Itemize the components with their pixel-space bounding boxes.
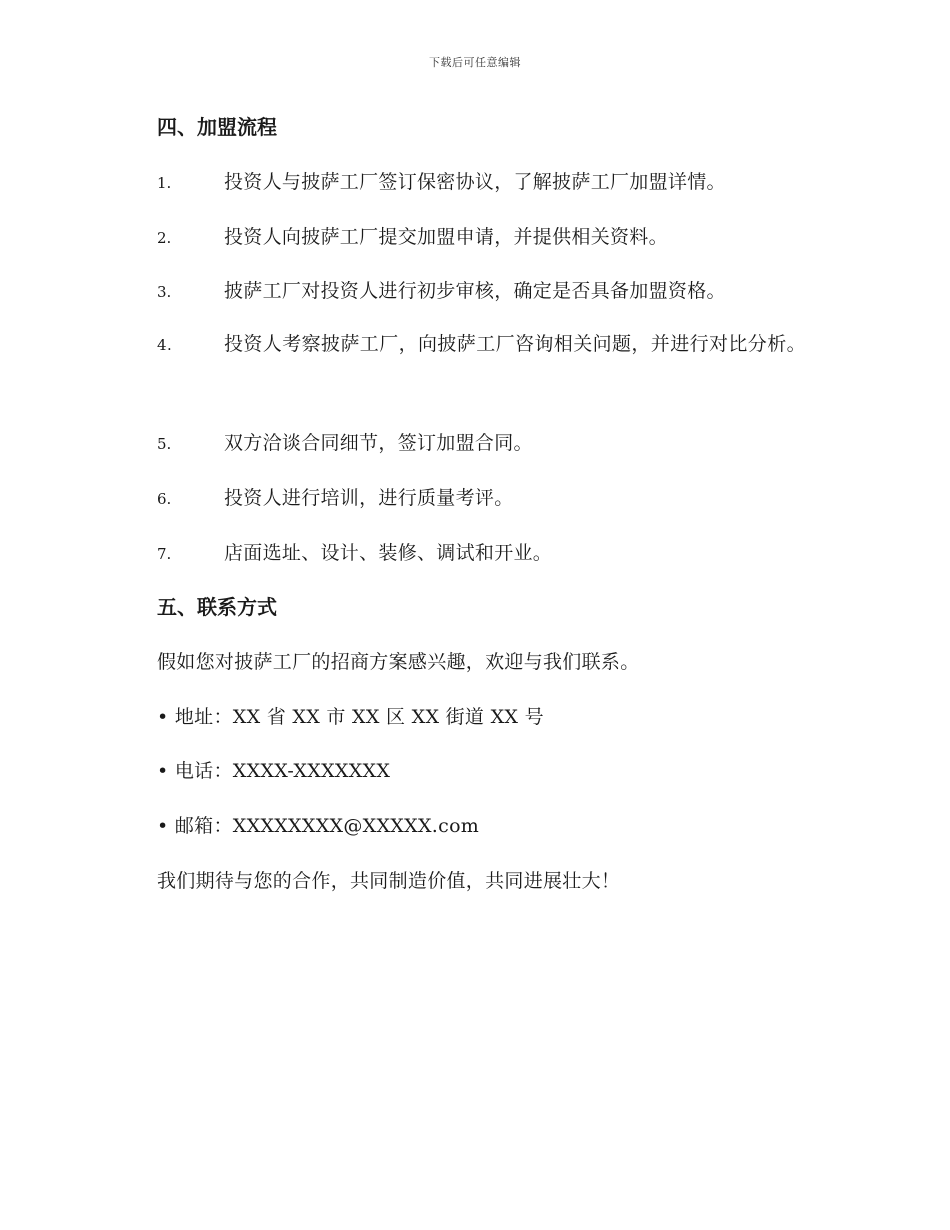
list-item-number: 4. (157, 336, 173, 354)
list-item-number: 7. (157, 545, 172, 563)
list-item-number: 2. (157, 229, 172, 247)
page-header: 下载后可任意编辑 (429, 56, 521, 69)
list-item-text: 投资人考察披萨工厂，向披萨工厂咨询相关问题，并进行对比分析。 (224, 333, 807, 355)
list-item (157, 277, 837, 306)
section-heading-process: 四、加盟流程 (157, 115, 277, 139)
list-item (157, 539, 837, 568)
section-heading-contact: 五、联系方式 (157, 595, 277, 619)
list-item (113, 322, 835, 368)
list-item (157, 429, 837, 458)
list-item (157, 223, 837, 252)
list-item-text: 投资人与披萨工厂签订保密协议，了解披萨工厂加盟详情。 (224, 171, 726, 193)
closing-text: 我们期待与您的合作，共同制造价值，共同进展壮大！ (157, 870, 621, 892)
list-item (157, 168, 837, 197)
contact-email: • 邮箱：XXXXXXXX@XXXXX.com (157, 815, 480, 837)
list-item (157, 484, 837, 513)
contact-intro: 假如您对披萨工厂的招商方案感兴趣，欢迎与我们联系。 (157, 651, 640, 673)
list-item-text: 双方洽谈合同细节，签订加盟合同。 (224, 432, 533, 454)
list-item-number: 5. (157, 435, 172, 453)
contact-phone: • 电话：XXXX-XXXXXXX (157, 760, 391, 782)
list-item-number: 1. (157, 174, 172, 192)
contact-address: • 地址：XX 省 XX 市 XX 区 XX 街道 XX 号 (157, 706, 544, 728)
list-item-text: 投资人进行培训，进行质量考评。 (224, 487, 514, 509)
list-item-number: 6. (157, 490, 172, 508)
list-item-text: 店面选址、设计、装修、调试和开业。 (224, 542, 553, 564)
list-item-text: 披萨工厂对投资人进行初步审核，确定是否具备加盟资格。 (224, 280, 726, 302)
list-item-text: 投资人向披萨工厂提交加盟申请，并提供相关资料。 (224, 226, 668, 248)
list-item-number: 3. (157, 283, 172, 301)
